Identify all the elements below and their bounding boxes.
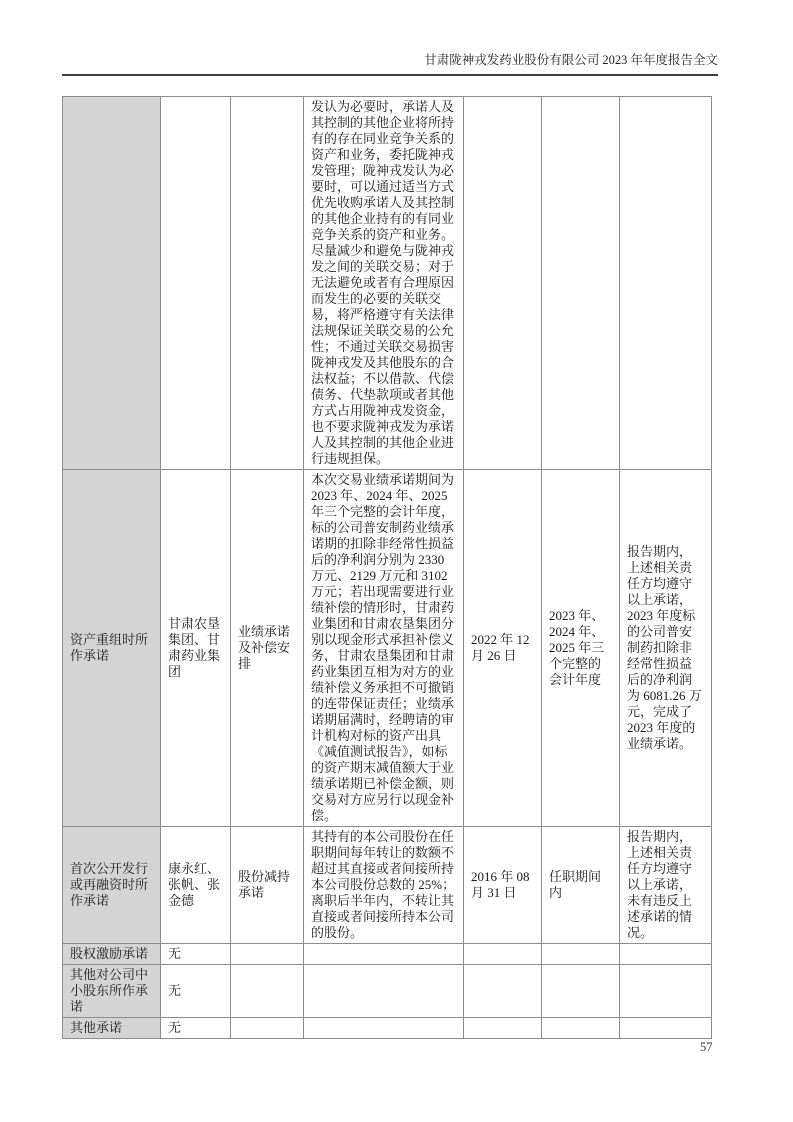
cell-commitment-type: 股份减持承诺 [231,827,304,944]
commitments-table [62,96,712,1039]
cell-commitment-content: 发认为必要时，承诺人及其控制的其他企业将所持有的存在同业竞争关系的资产和业务，委托陇神戎发管理；陇神戎发认为必要时，可以通过适当方式优先收购承诺人及其控制的其他企业持有的有同业竞争关系的资产和业务。尽量减少和避免与陇神戎发之间的关联交易；对于无法避免或者有合理原因而发生的必要的关联交易，将严格遵守有关法律法规保证关联交易的公允性；不通过关联交易损害陇神戎发及其他股东的合法权益；不以借款、代偿债务、代垫款项或者其他方式占用陇神戎发资金，也不要求陇神戎发为承诺人及其控制的其他企业进行违规担保。 [304,97,464,470]
row-label-equity-incentive-commitment: 股权激励承诺 [63,944,161,965]
cell-commitment-content [304,965,464,1018]
table-row-asset-restructuring [63,470,712,827]
row-label-ipo-refinancing-commitment: 首次公开发行或再融资时所作承诺 [63,827,161,944]
cell-commitment-type [231,944,304,965]
table-row-equity-incentive [63,944,712,965]
header-title: 甘肃陇神戎发药业股份有限公司 2023 年年度报告全文 [424,53,718,67]
cell-commitment-date [464,944,542,965]
cell-commitment-date [464,965,542,1018]
cell-commitment-content [304,944,464,965]
cell-commitment-term: 任职期间内 [542,827,620,944]
cell-commitment-date: 2022 年 12 月 26 日 [464,470,542,827]
row-label-asset-restructuring-commitment: 资产重组时所作承诺 [63,470,161,827]
cell-performance-status [620,1018,712,1039]
cell-commitment-type: 业绩承诺及补偿安排 [231,470,304,827]
cell-commitment-party: 康永红、张帆、张金德 [161,827,231,944]
cell-commitment-type [231,965,304,1018]
cell-commitment-term [542,97,620,470]
cell-commitment-party: 甘肃农垦集团、甘肃药业集团 [161,470,231,827]
cell-commitment-date: 2016 年 08 月 31 日 [464,827,542,944]
table-row-ipo-refinancing [63,827,712,944]
table-row-other-commitment [63,1018,712,1039]
cell-performance-status [620,965,712,1018]
page-header [62,52,718,76]
cell-commitment-party: 无 [161,965,231,1018]
row-label-other-commitment: 其他承诺 [63,1018,161,1039]
cell-commitment-date [464,97,542,470]
cell-performance-status: 报告期内，上述相关责任方均遵守以上承诺，2023 年度标的公司普安制药扣除非经常性损益后的净利润为 6081.26 万元，完成了 2023 年度的业绩承诺。 [620,470,712,827]
cell-commitment-content: 本次交易业绩承诺期间为 2023 年、2024 年、2025 年三个完整的会计年度，标的公司普安制药业绩承诺期的扣除非经常性损益后的净利润分别为 2330 万元、2129 万元和 3102 万元；若出现需要进行业绩补偿的情形时，甘肃药业集团和甘肃农垦集团分别以现金形式承担补偿义务，甘肃农垦集团和甘肃药业集团互相为对方的业绩补偿义务承担不可撤销的连带保证责任；业绩承诺期届满时，经聘请的审计机构对标的资产出具《减值测试报告》，如标的资产期末减值额大于业绩承诺期已补偿金额，则交易对方应另行以现金补偿。 [304,470,464,827]
cell-commitment-content [304,1018,464,1039]
row-label-minority-shareholders-commitment: 其他对公司中小股东所作承诺 [63,965,161,1018]
cell-commitment-term: 2023 年、2024 年、2025 年三个完整的会计年度 [542,470,620,827]
table-row-minority-shareholders [63,965,712,1018]
cell-performance-status [620,97,712,470]
cell-commitment-type [231,97,304,470]
cell-commitment-term [542,965,620,1018]
table-row-continued-commitment [63,97,712,470]
cell-commitment-term [542,1018,620,1039]
cell-commitment-content: 其持有的本公司股份在任职期间每年转让的数额不超过其直接或者间接所持本公司股份总数的 25%；离职后半年内，不转让其直接或者间接所持本公司的股份。 [304,827,464,944]
cell-commitment-type [231,1018,304,1039]
cell-commitment-party: 无 [161,1018,231,1039]
cell-commitment-party [161,97,231,470]
row-label-continued [63,97,161,470]
page-number: 57 [700,1040,713,1054]
cell-commitment-date [464,1018,542,1039]
cell-performance-status [620,944,712,965]
cell-commitment-term [542,944,620,965]
cell-commitment-party: 无 [161,944,231,965]
cell-performance-status: 报告期内，上述相关责任方均遵守以上承诺，未有违反上述承诺的情况。 [620,827,712,944]
